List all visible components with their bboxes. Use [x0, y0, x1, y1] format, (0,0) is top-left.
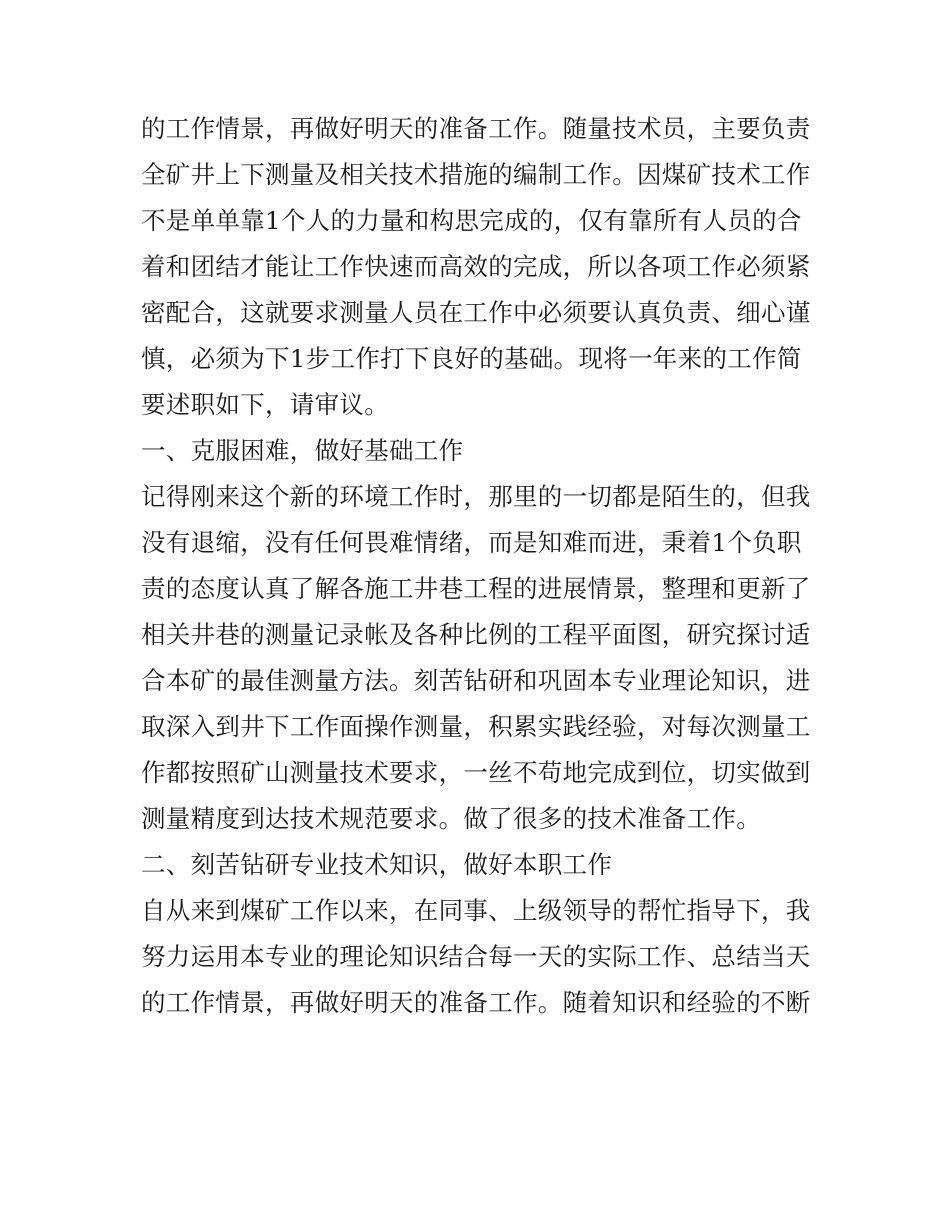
text-line: 全矿井上下测量及相关技术措施的编制工作。因煤矿技术工作 — [141, 160, 811, 189]
text-line: 测量精度到达技术规范要求。做了很多的技术准备工作。 — [141, 804, 761, 833]
section-heading-2: 二、刻苦钻研专业技术知识，做好本职工作 — [141, 850, 613, 879]
text-line: 的工作情景，再做好明天的准备工作。随着知识和经验的不断 — [141, 988, 811, 1017]
text-line: 作都按照矿山测量技术要求，一丝不苟地完成到位，切实做到 — [141, 758, 811, 787]
document-body — [141, 106, 821, 1026]
text-line: 没有退缩，没有任何畏难情绪，而是知难而进，秉着1个负职 — [141, 528, 802, 557]
text-line: 努力运用本专业的理论知识结合每一天的实际工作、总结当天 — [141, 942, 811, 971]
text-line: 不是单单靠1个人的力量和构思完成的，仅有靠所有人员的合 — [141, 206, 802, 235]
text-line: 责的态度认真了解各施工井巷工程的进展情景，整理和更新了 — [141, 574, 811, 603]
text-line: 相关井巷的测量记录帐及各种比例的工程平面图，研究探讨适 — [141, 620, 811, 649]
text-line: 自从来到煤矿工作以来，在同事、上级领导的帮忙指导下，我 — [141, 896, 811, 925]
text-line: 慎，必须为下1步工作打下良好的基础。现将一年来的工作简 — [141, 344, 802, 373]
text-line: 密配合，这就要求测量人员在工作中必须要认真负责、细心谨 — [141, 298, 811, 327]
text-line: 合本矿的最佳测量方法。刻苦钻研和巩固本专业理论知识，进 — [141, 666, 811, 695]
text-line: 的工作情景，再做好明天的准备工作。随量技术员，主要负责 — [141, 114, 811, 143]
text-line: 要述职如下，请审议。 — [141, 390, 389, 419]
text-line: 记得刚来这个新的环境工作时，那里的一切都是陌生的，但我 — [141, 482, 811, 511]
text-line: 着和团结才能让工作快速而高效的完成，所以各项工作必须紧 — [141, 252, 811, 281]
section-heading-1: 一、克服困难，做好基础工作 — [141, 436, 464, 465]
text-line: 取深入到井下工作面操作测量，积累实践经验，对每次测量工 — [141, 712, 811, 741]
